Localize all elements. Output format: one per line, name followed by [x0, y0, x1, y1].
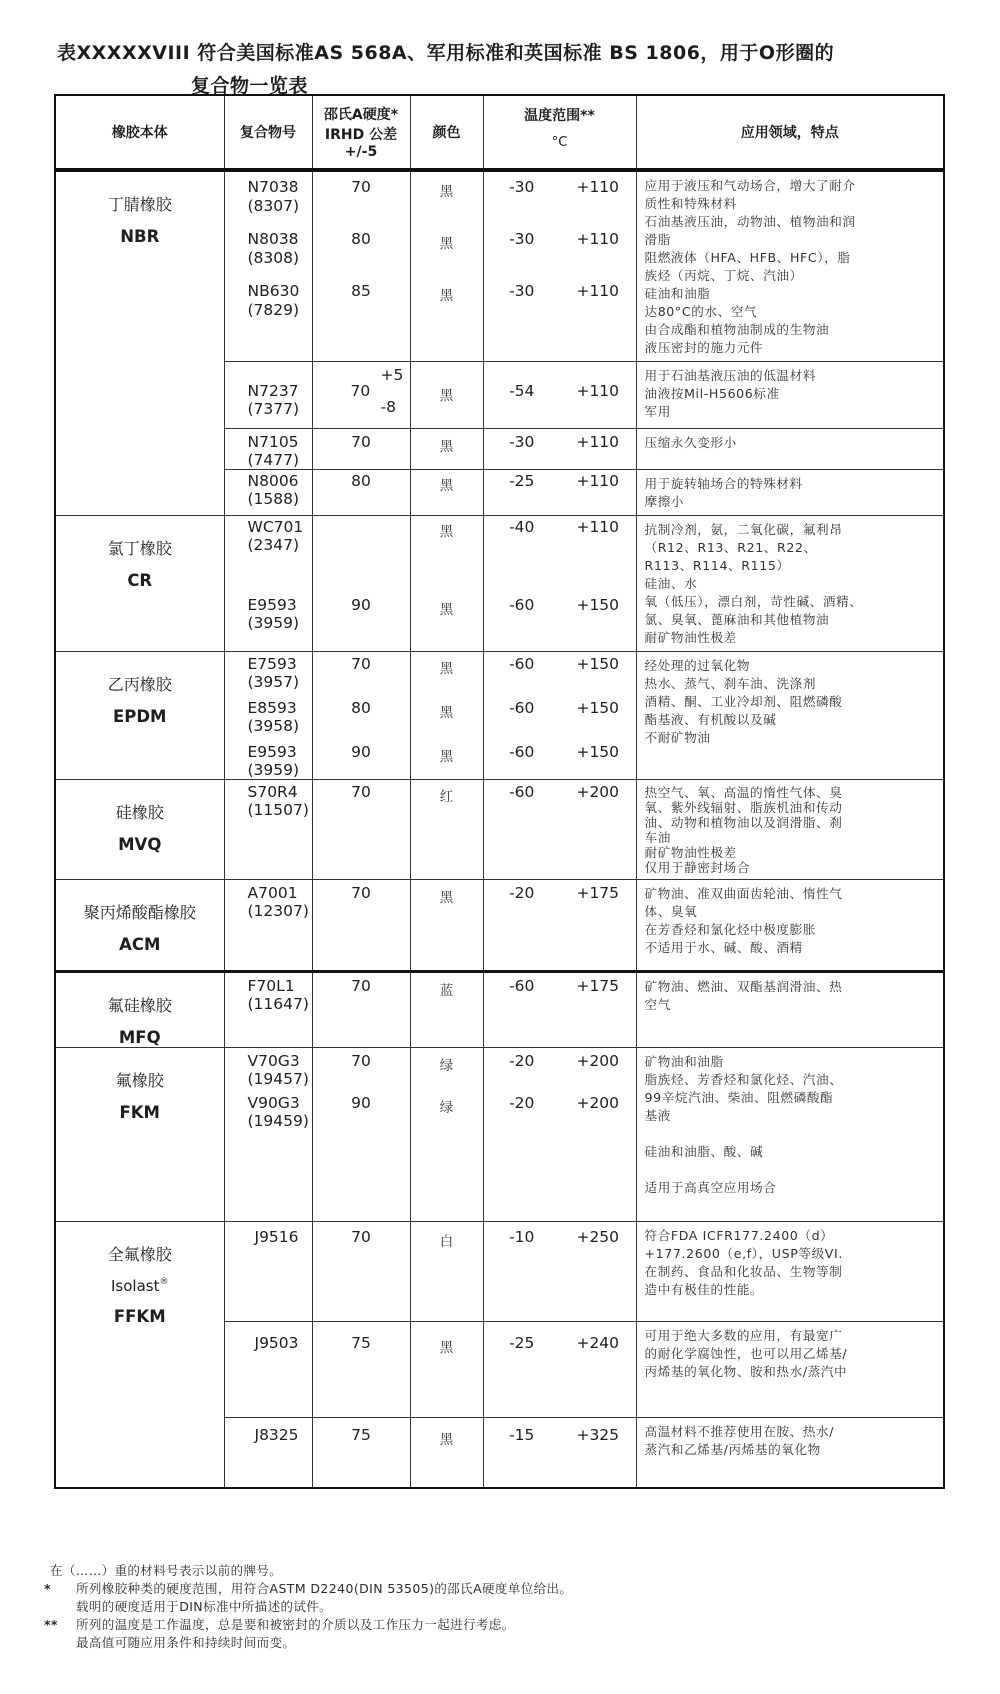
- rubber-name: 氟硅橡胶: [107, 996, 172, 1015]
- app-line: 油、动物和植物油以及润滑脂、刹: [644, 815, 843, 830]
- registered-mark: ®: [159, 1277, 169, 1287]
- app-line: 用于旋转轴场合的特殊材料: [644, 476, 803, 491]
- temp-min-cell: -60: [483, 780, 560, 880]
- app-line: 适用于高真空应用场合: [644, 1180, 777, 1195]
- footnote-text: 所列的温度是工作温度，总是要和被密封的介质以及工作压力一起进行考虑。: [76, 1617, 515, 1632]
- hardness-value: 80: [351, 699, 371, 717]
- compound-old-no: (3957): [247, 673, 300, 691]
- app-line: 造中有极佳的性能。: [644, 1282, 764, 1297]
- compound-old-no: (11647): [247, 995, 309, 1013]
- compound-old-no: (7829): [247, 301, 300, 319]
- table-row: [55, 516, 944, 652]
- app-line: 蒸汽和乙烯基/丙烯基的氧化物: [644, 1442, 821, 1457]
- app-line: 在制药、食品和化妆品、生物等制: [644, 1264, 843, 1279]
- app-line: [645, 1125, 938, 1143]
- app-line: [645, 1161, 938, 1179]
- hardness-value: 90: [351, 596, 371, 614]
- footnote-text: 载明的硬度适用于DIN标准中所描述的试件。: [76, 1599, 333, 1614]
- app-line: 酒精、酮、工业冷却剂、阻燃磷酸: [644, 694, 843, 709]
- table-row: [55, 170, 944, 362]
- footnotes: [44, 1562, 573, 1652]
- header-hardness: [312, 95, 410, 170]
- compound-old-no: (7377): [247, 400, 300, 418]
- app-cell: [636, 652, 944, 780]
- temp-max-cell: +175: [560, 880, 636, 972]
- color-cell: [410, 170, 483, 362]
- rubber-code: MFQ: [118, 1028, 161, 1047]
- app-line: 空气: [644, 997, 671, 1012]
- temp-min-cell: -25: [483, 1322, 560, 1418]
- color-value: 黑: [439, 184, 454, 200]
- temp-min-cell: -25: [483, 470, 560, 516]
- app-cell: [636, 1418, 944, 1488]
- hardness-cell: [312, 1048, 410, 1222]
- app-cell: [636, 429, 944, 470]
- app-line: 硅油、水: [644, 576, 698, 591]
- temp-min: -30: [509, 230, 535, 248]
- app-line: 脂族烃、芳香烃和氯化烃、汽油、: [644, 1072, 843, 1087]
- compound-cell: [224, 429, 312, 470]
- color-value: 黑: [439, 602, 454, 618]
- compound-no: N7237: [247, 382, 299, 400]
- title-line-1: 表XXXXXVIII 符合美国标准AS 568A、军用标准和英国标准 BS 1806，用于O形圈的: [57, 42, 835, 64]
- temp-min: -20: [509, 1052, 535, 1070]
- rubber-name: 聚丙烯酸酯橡胶: [83, 903, 196, 922]
- app-line: 油液按Mil-H5606标准: [644, 386, 780, 401]
- hardness-value: 70: [351, 178, 371, 196]
- header-hardness-l3: +/-5: [344, 144, 378, 160]
- app-line: 抗制冷剂，氨，二氧化碳，氟利昂: [644, 522, 843, 537]
- title-line-2: 复合物一览表: [191, 75, 309, 97]
- app-line: 摩擦小: [644, 494, 685, 509]
- app-line: 耐矿物油性极差: [644, 845, 737, 860]
- temp-min: -30: [509, 178, 535, 196]
- app-line: 99辛烷汽油、柴油、阻燃磷酸酯: [644, 1090, 834, 1105]
- temp-min: -60: [509, 699, 535, 717]
- hardness-value: 80: [351, 230, 371, 248]
- brand-name: Isolast: [111, 1277, 160, 1295]
- header-temp-l2: °C: [551, 134, 568, 150]
- rubber-mfq: [55, 972, 224, 1048]
- temp-max-cell: [560, 516, 636, 652]
- rubber-fkm: [55, 1048, 224, 1222]
- temp-min-cell: [483, 516, 560, 652]
- app-line: 矿物油和油脂: [644, 1054, 724, 1069]
- app-line: 族烃（丙烷、丁烷、汽油）: [644, 268, 803, 283]
- app-line: 体、臭氧: [644, 904, 698, 919]
- header-color: 颜色: [410, 95, 483, 170]
- rubber-name: 硅橡胶: [115, 803, 164, 822]
- header-temp: [483, 95, 636, 170]
- rubber-name: 丁腈橡胶: [107, 195, 172, 214]
- compound-no: F70L1: [247, 977, 295, 995]
- hardness-cell: 70: [312, 1222, 410, 1322]
- rubber-code: NBR: [120, 227, 160, 246]
- footnote-mark: **: [44, 1617, 58, 1632]
- hardness-cell: 75: [312, 1322, 410, 1418]
- app-line: 氧（低压），漂白剂，苛性碱、酒精、: [644, 594, 863, 609]
- footnote-mark: *: [44, 1581, 51, 1596]
- rubber-code: CR: [127, 571, 153, 590]
- temp-max-cell: +175: [560, 972, 636, 1048]
- app-line: 酯基液、有机酸以及碱: [644, 712, 777, 727]
- app-line: 由合成酯和植物油制成的生物油: [644, 322, 830, 337]
- temp-min: -40: [509, 518, 535, 536]
- compound-no: E9593: [247, 743, 297, 761]
- hardness-cell: 75: [312, 1418, 410, 1488]
- compound-cell: [224, 362, 312, 429]
- color-value: 黑: [439, 661, 454, 677]
- hardness-tol-minus: -8: [380, 398, 396, 416]
- color-cell: 黑: [410, 1418, 483, 1488]
- color-cell: 黑: [410, 362, 483, 429]
- temp-max-cell: +200: [560, 780, 636, 880]
- table-row: [55, 1222, 944, 1322]
- hardness-cell: [312, 170, 410, 362]
- rubber-code: ACM: [119, 935, 161, 954]
- temp-min-cell: -10: [483, 1222, 560, 1322]
- hardness-value: [313, 518, 410, 596]
- temp-min-cell: [483, 652, 560, 780]
- compound-old-no: (3958): [247, 717, 300, 735]
- header-hardness-l2: IRHD 公差: [324, 127, 398, 143]
- color-cell: 白: [410, 1222, 483, 1322]
- table-title: [57, 38, 834, 98]
- app-line: 高温材料不推荐使用在胺、热水/: [644, 1424, 835, 1439]
- temp-max: +200: [576, 1052, 620, 1070]
- table-row: [55, 780, 944, 880]
- temp-max: +110: [576, 178, 620, 196]
- app-line: 氯、臭氧、蓖麻油和其他植物油: [644, 612, 830, 627]
- header-hardness-l1: 邵氏A硬度*: [323, 107, 399, 123]
- compound-no: A7001: [247, 884, 298, 902]
- table-row: [55, 1048, 944, 1222]
- header-app: 应用领域，特点: [636, 95, 944, 170]
- color-value: 绿: [439, 1100, 454, 1116]
- header-compound: 复合物号: [224, 95, 312, 170]
- temp-max: +150: [576, 655, 620, 673]
- compound-no: NB630: [247, 282, 300, 300]
- app-line: 车油: [644, 830, 671, 845]
- table-row: [55, 652, 944, 780]
- color-value: 黑: [439, 749, 454, 765]
- rubber-code: MVQ: [118, 835, 162, 854]
- color-cell: 黑: [410, 880, 483, 972]
- app-line: 用于石油基液压油的低温材料: [644, 368, 817, 383]
- temp-min-cell: -54: [483, 362, 560, 429]
- color-cell: [410, 652, 483, 780]
- hardness-cell: 70: [312, 780, 410, 880]
- color-cell: 黑: [410, 1322, 483, 1418]
- compound-cell: [224, 516, 312, 652]
- compound-old-no: (11507): [247, 801, 309, 819]
- compound-old-no: (2347): [247, 536, 300, 554]
- rubber-code: FFKM: [113, 1307, 166, 1326]
- temp-min-cell: [483, 170, 560, 362]
- app-line: 热水、蒸气、刹车油、洗涤剂: [644, 676, 817, 691]
- temp-min-cell: -60: [483, 972, 560, 1048]
- compound-no: E9593: [247, 596, 297, 614]
- app-line: 氧、紫外线辐射、脂族机油和传动: [644, 800, 843, 815]
- compound-cell: [224, 652, 312, 780]
- app-line: +177.2600（e,f），USP等级VI.: [644, 1246, 843, 1261]
- table-header-row: [55, 95, 944, 170]
- hardness-cell: [312, 362, 410, 429]
- hardness-value: 70: [351, 1052, 371, 1070]
- app-cell: [636, 170, 944, 362]
- rubber-mvq: [55, 780, 224, 880]
- compound-old-no: (12307): [247, 902, 309, 920]
- temp-min-cell: -20: [483, 880, 560, 972]
- app-cell: [636, 780, 944, 880]
- temp-max-cell: +110: [560, 429, 636, 470]
- app-line: 阻燃液体（HFA、HFB、HFC），脂: [644, 250, 851, 265]
- app-line: 的耐化学腐蚀性，也可以用乙烯基/: [644, 1346, 848, 1361]
- temp-max-cell: +325: [560, 1418, 636, 1488]
- app-cell: [636, 1222, 944, 1322]
- app-line: 硅油和油脂: [644, 286, 711, 301]
- hardness-cell: 70: [312, 880, 410, 972]
- color-cell: [410, 516, 483, 652]
- rubber-code: EPDM: [113, 707, 167, 726]
- compound-no: WC701: [247, 518, 304, 536]
- compound-cell: [224, 880, 312, 972]
- compound-cell: [224, 1048, 312, 1222]
- rubber-ffkm: [55, 1222, 224, 1488]
- app-line: 液压密封的施力元件: [644, 340, 764, 355]
- hardness-value: 70: [350, 382, 371, 400]
- temp-max: +200: [576, 1094, 620, 1112]
- rubber-cr: [55, 516, 224, 652]
- app-line: 可用于绝大多数的应用，有最宽广: [644, 1328, 843, 1343]
- compound-old-no: (19459): [247, 1112, 309, 1130]
- hardness-value: 85: [351, 282, 371, 300]
- temp-min: -30: [509, 282, 535, 300]
- app-line: 丙烯基的氧化物、胺和热水/蒸汽中: [644, 1364, 848, 1379]
- header-temp-l1: 温度范围**: [524, 107, 595, 124]
- compound-old-no: (3959): [247, 614, 300, 632]
- compound-old-no: (1588): [247, 490, 300, 508]
- temp-max: +110: [576, 230, 620, 248]
- rubber-nbr: [55, 170, 224, 516]
- hardness-cell: [312, 516, 410, 652]
- app-line: 应用于液压和气动场合，增大了耐介: [644, 178, 856, 193]
- compound-old-no: (8308): [247, 249, 300, 267]
- hardness-cell: [312, 652, 410, 780]
- temp-max: +150: [576, 699, 620, 717]
- compound-no: E8593: [247, 699, 297, 717]
- compound-table: [54, 94, 945, 1489]
- compound-cell: [224, 780, 312, 880]
- temp-min: -20: [509, 1094, 535, 1112]
- app-line: 军用: [644, 404, 671, 419]
- app-line: 不耐矿物油: [644, 730, 711, 745]
- app-line: 质性和特殊材料: [644, 196, 737, 211]
- hardness-cell: 70: [312, 972, 410, 1048]
- compound-no: N7038: [247, 178, 299, 196]
- header-rubber: 橡胶本体: [55, 95, 224, 170]
- app-line: 硅油和油脂、酸、碱: [644, 1144, 764, 1159]
- temp-max-cell: +110: [560, 470, 636, 516]
- app-line: 达80°C的水、空气: [644, 304, 758, 319]
- temp-max-cell: [560, 1048, 636, 1222]
- color-value: 黑: [439, 524, 454, 540]
- app-line: 基液: [644, 1108, 671, 1123]
- footnote-text: 所列橡胶种类的硬度范围，用符合ASTM D2240(DIN 53505)的邵氏A硬度单位给出。: [76, 1581, 573, 1596]
- footnote-1: [44, 1580, 573, 1616]
- compound-cell: [224, 972, 312, 1048]
- table-row: [55, 972, 944, 1048]
- temp-max: +110: [576, 282, 620, 300]
- compound-cell: [224, 170, 312, 362]
- compound-old-no: (7477): [247, 451, 300, 469]
- rubber-brand: [56, 1277, 224, 1295]
- footnote-0: 在（……）重的材料号表示以前的牌号。: [50, 1563, 283, 1578]
- temp-max-cell: [560, 652, 636, 780]
- temp-max-cell: +240: [560, 1322, 636, 1418]
- app-line: 矿物油、准双曲面齿轮油、惰性气: [644, 886, 843, 901]
- compound-no: N7105: [247, 433, 299, 451]
- footnote-text: 最高值可随应用条件和持续时间而变。: [76, 1635, 296, 1650]
- color-value: 黑: [439, 705, 454, 721]
- temp-min-cell: -30: [483, 429, 560, 470]
- color-value: 绿: [439, 1058, 454, 1074]
- app-line: 不适用于水、碱、酸、酒精: [644, 940, 803, 955]
- rubber-name: 全氟橡胶: [107, 1245, 172, 1264]
- app-line: （R12、R13、R21、R22、: [644, 540, 817, 555]
- compound-no: N8006: [247, 472, 299, 490]
- color-value: 黑: [439, 288, 454, 304]
- color-cell: 黑: [410, 470, 483, 516]
- compound-no: N8038: [247, 230, 299, 248]
- temp-min: -60: [509, 743, 535, 761]
- app-cell: [636, 362, 944, 429]
- compound-cell: [224, 470, 312, 516]
- compound-no: V70G3: [247, 1052, 300, 1070]
- temp-max: +150: [576, 743, 620, 761]
- hardness-tol-plus: +5: [380, 366, 404, 384]
- table-row: [55, 880, 944, 972]
- app-line: 符合FDA ICFR177.2400（d）: [644, 1228, 834, 1243]
- hardness-value: 70: [351, 655, 371, 673]
- rubber-code: FKM: [119, 1103, 160, 1122]
- rubber-epdm: [55, 652, 224, 780]
- hardness-cell: 70: [312, 429, 410, 470]
- rubber-acm: [55, 880, 224, 972]
- color-cell: 蓝: [410, 972, 483, 1048]
- app-line: 耐矿物油性极差: [644, 630, 737, 645]
- compound-old-no: (19457): [247, 1070, 309, 1088]
- app-line: R113、R114、R115）: [644, 558, 790, 573]
- app-line: 在芳香烃和氯化烃中极度膨胀: [644, 922, 817, 937]
- app-cell: [636, 516, 944, 652]
- temp-max-cell: +110: [560, 362, 636, 429]
- app-line: 经处理的过氧化物: [644, 658, 751, 673]
- app-line: 滑脂: [644, 232, 671, 247]
- color-cell: 红: [410, 780, 483, 880]
- rubber-name: 乙丙橡胶: [107, 675, 172, 694]
- temp-min-cell: -15: [483, 1418, 560, 1488]
- app-line: 矿物油、燃油、双酯基润滑油、热: [644, 979, 843, 994]
- rubber-name: 氟橡胶: [115, 1071, 164, 1090]
- compound-no: V90G3: [247, 1094, 300, 1112]
- rubber-name: 氯丁橡胶: [107, 539, 172, 558]
- compound-no: E7593: [247, 655, 297, 673]
- hardness-value: 90: [351, 743, 371, 761]
- temp-max: +150: [576, 596, 620, 614]
- app-line: 仅用于静密封场合: [644, 860, 751, 875]
- app-cell: [636, 880, 944, 972]
- compound-old-no: (8307): [247, 197, 300, 215]
- app-cell: [636, 1322, 944, 1418]
- compound-cell: J9503: [224, 1322, 312, 1418]
- temp-min: -60: [509, 655, 535, 673]
- compound-old-no: (3959): [247, 761, 300, 779]
- app-cell: [636, 1048, 944, 1222]
- temp-min-cell: [483, 1048, 560, 1222]
- footnote-2: [44, 1616, 572, 1652]
- app-line: 热空气、氧、高温的惰性气体、臭: [644, 785, 843, 800]
- temp-max-cell: +250: [560, 1222, 636, 1322]
- hardness-value: 90: [351, 1094, 371, 1112]
- app-cell: [636, 470, 944, 516]
- hardness-cell: 80: [312, 470, 410, 516]
- color-cell: [410, 1048, 483, 1222]
- color-value: 黑: [439, 236, 454, 252]
- app-line: 压缩永久变形小: [644, 435, 737, 450]
- app-line: 石油基液压油，动物油、植物油和润: [644, 214, 856, 229]
- compound-cell: J9516: [224, 1222, 312, 1322]
- temp-max: +110: [576, 518, 620, 536]
- temp-min: -60: [509, 596, 535, 614]
- compound-cell: J8325: [224, 1418, 312, 1488]
- temp-max-cell: [560, 170, 636, 362]
- app-cell: [636, 972, 944, 1048]
- compound-no: S70R4: [247, 783, 298, 801]
- color-cell: 黑: [410, 429, 483, 470]
